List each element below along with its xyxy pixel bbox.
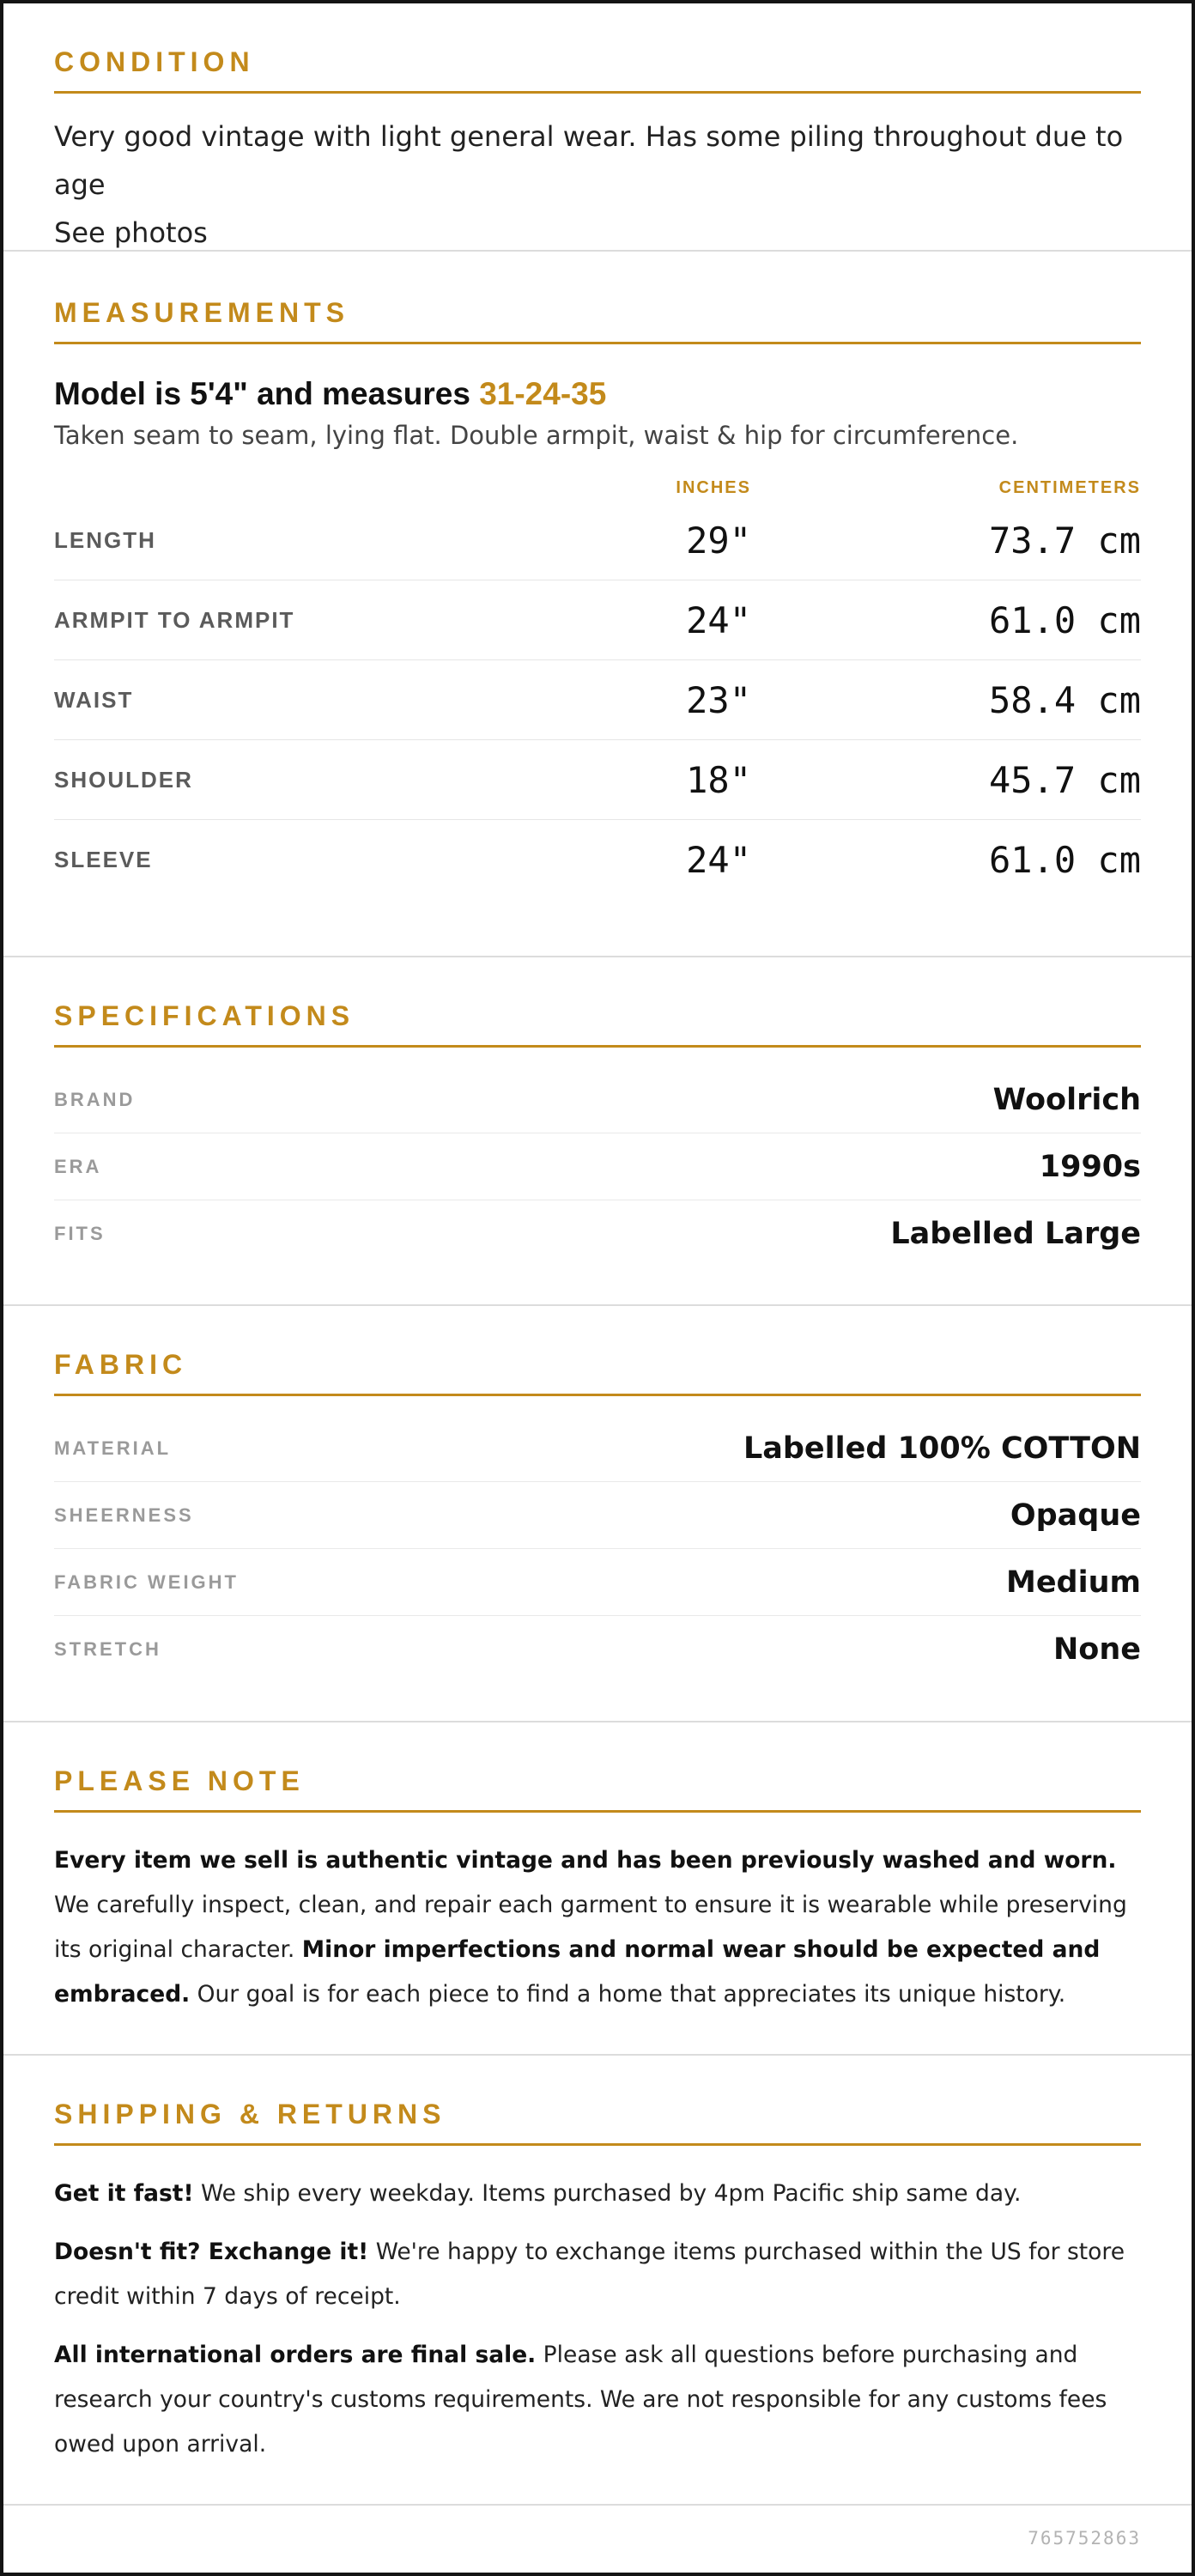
measurement-inches: 24" (686, 838, 751, 881)
specifications-title: SPECIFICATIONS (54, 1002, 1141, 1048)
measurement-inches: 23" (686, 678, 751, 721)
footer (3, 2506, 1192, 2574)
shipping-text-3: Please ask all questions before purchasing and research your country's customs requirements. We are not responsible for any customs fees owed upon arrival. (54, 2342, 1107, 2458)
fabric-value: None (1053, 1631, 1141, 1667)
measurement-cm: 45.7 cm (988, 758, 1141, 801)
fabric-value: Opaque (1010, 1498, 1141, 1533)
shipping-paragraph-international (54, 2333, 1141, 2467)
measurement-label: LENGTH (54, 526, 156, 553)
measurement-inches: 18" (686, 758, 751, 801)
fabric-value: Medium (1005, 1564, 1141, 1600)
shipping-paragraph-fast (54, 2172, 1141, 2216)
fabric-title: FABRIC (54, 1351, 1141, 1396)
fabric-row-sheerness (54, 1482, 1141, 1549)
condition-line-1: Very good vintage with light general wear. Has some piling throughout due to age (54, 120, 1124, 201)
spec-row-brand (54, 1066, 1141, 1133)
measurement-row-shoulder (54, 740, 1141, 820)
shipping-text-2: We're happy to exchange items purchased within the US for store credit within 7 days of receipt. (54, 2239, 1125, 2310)
fabric-value: Labelled 100% COTTON (743, 1431, 1141, 1466)
item-id: 765752863 (1028, 2528, 1141, 2549)
measurement-cm: 58.4 cm (988, 678, 1141, 721)
spec-key: ERA (54, 1155, 102, 1177)
note-bold-2: Minor imperfections and normal wear should be expected and embraced. (54, 1936, 1101, 2008)
fabric-key: MATERIAL (54, 1437, 172, 1459)
inches-column-header: INCHES (676, 477, 751, 497)
note-text-1: We carefully inspect, clean, and repair each garment to ensure it is wearable while preserving its original character. (54, 1892, 1127, 1963)
fabric-row-weight (54, 1549, 1141, 1616)
shipping-bold-2: Doesn't fit? Exchange it! (54, 2239, 369, 2265)
shipping-text-1: We ship every weekday. Items purchased by 4pm Pacific ship same day. (193, 2180, 1022, 2207)
measurement-cm: 73.7 cm (988, 519, 1141, 562)
centimeters-column-header: CENTIMETERS (998, 477, 1141, 497)
model-measurements-line (54, 375, 1141, 413)
spec-key: FITS (54, 1222, 106, 1244)
spec-value: Woolrich (992, 1082, 1141, 1117)
measurement-label: ARMPIT TO ARMPIT (54, 606, 295, 633)
condition-description (54, 112, 1141, 257)
measurements-table-header (54, 475, 1141, 501)
fabric-row-material (54, 1415, 1141, 1482)
spec-value: 1990s (1039, 1149, 1141, 1184)
measurement-row-armpit (54, 580, 1141, 660)
please-note-title: PLEASE NOTE (54, 1767, 1141, 1813)
fabric-section (3, 1306, 1192, 1722)
fabric-list (54, 1415, 1141, 1682)
measurement-label: SLEEVE (54, 846, 153, 872)
measurement-label: WAIST (54, 686, 134, 713)
measurement-inches: 29" (686, 519, 751, 562)
measurement-cm: 61.0 cm (988, 838, 1141, 881)
shipping-returns-title: SHIPPING & RETURNS (54, 2100, 1141, 2146)
fabric-key: STRETCH (54, 1637, 161, 1660)
spec-row-fits (54, 1200, 1141, 1267)
spec-value: Labelled Large (890, 1216, 1141, 1251)
measurement-cm: 61.0 cm (988, 598, 1141, 641)
shipping-paragraph-exchange (54, 2230, 1141, 2319)
specifications-list (54, 1066, 1141, 1267)
measurement-row-sleeve (54, 820, 1141, 899)
model-prefix: Model is 5'4" and measures (54, 376, 480, 411)
specifications-section (3, 957, 1192, 1306)
measurements-table (54, 501, 1141, 899)
fabric-key: SHEERNESS (54, 1504, 194, 1526)
spec-row-era (54, 1133, 1141, 1200)
model-measures-value: 31-24-35 (479, 376, 607, 411)
please-note-section (3, 1722, 1192, 2056)
fabric-row-stretch (54, 1616, 1141, 1682)
condition-section (3, 3, 1192, 252)
measurement-label: SHOULDER (54, 766, 193, 793)
note-text-2: Our goal is for each piece to find a home that appreciates its unique history. (190, 1981, 1066, 2008)
measurements-section (3, 252, 1192, 957)
spec-key: BRAND (54, 1088, 136, 1110)
note-bold-1: Every item we sell is authentic vintage and has been previously washed and worn. (54, 1847, 1117, 1874)
measurements-title: MEASUREMENTS (54, 299, 1141, 344)
measurement-row-waist (54, 660, 1141, 740)
measurements-subtitle: Taken seam to seam, lying flat. Double armpit, waist & hip for circumference. (54, 421, 1019, 450)
measurement-row-length (54, 501, 1141, 580)
shipping-returns-section (3, 2056, 1192, 2506)
condition-line-2: See photos (54, 216, 208, 249)
please-note-paragraph (54, 1838, 1141, 2017)
shipping-bold-3: All international orders are final sale. (54, 2342, 537, 2368)
fabric-key: FABRIC WEIGHT (54, 1571, 239, 1593)
condition-title: CONDITION (54, 48, 1141, 94)
measurement-inches: 24" (686, 598, 751, 641)
shipping-bold-1: Get it fast! (54, 2180, 194, 2207)
